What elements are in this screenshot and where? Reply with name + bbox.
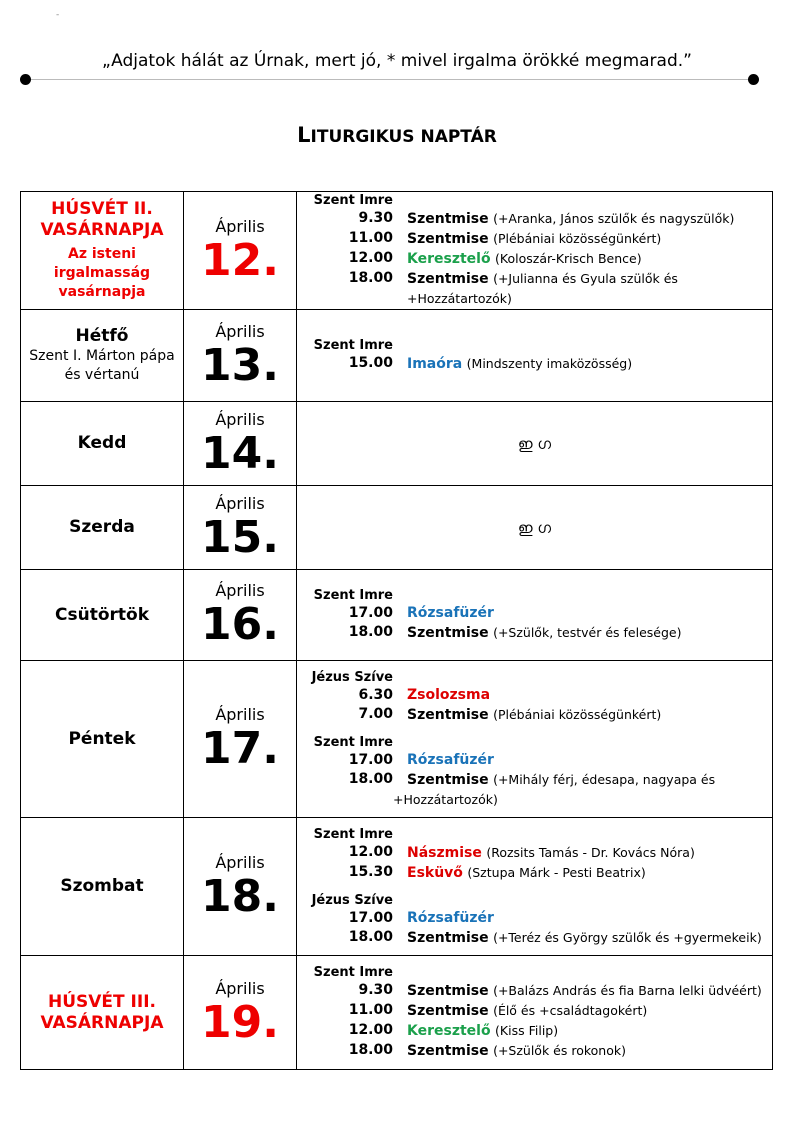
event-line-continuation: +Hozzátartozók)	[393, 792, 498, 807]
location-label: Jézus Szíve	[311, 892, 393, 908]
event-line: 11.00 Szentmise (Plébániai közösségünkért)	[348, 230, 662, 247]
day-number: 14.	[201, 427, 279, 479]
ornament-icon: ഇ ഗ	[517, 434, 552, 453]
day-number: 17.	[201, 723, 279, 774]
saint-line: és vértanú	[64, 367, 140, 383]
event-line: 18.00 Szentmise (+Szülők és rokonok)	[348, 1042, 626, 1059]
location-label: Szent Imre	[313, 588, 393, 603]
event-line: 18.00 Szentmise (+Mihály férj, édesapa, nagyapa és	[348, 771, 716, 788]
day-number: 12.	[201, 234, 279, 286]
calendar-row	[21, 486, 773, 570]
day-cell	[21, 818, 184, 956]
day-number: 15.	[201, 511, 279, 563]
corner-mark: -	[56, 10, 60, 20]
event-line: 17.00 Rózsafüzér	[348, 752, 494, 768]
event-line: 17.00 Rózsafüzér	[348, 605, 494, 621]
program-cell	[297, 486, 773, 570]
day-cell	[21, 402, 184, 486]
location-label: Szent Imre	[313, 965, 393, 980]
location-label: Szent Imre	[313, 193, 393, 208]
location-label: Szent Imre	[313, 735, 393, 750]
day-name: Szombat	[60, 876, 144, 896]
header-rule	[25, 79, 753, 80]
location-label: Szent Imre	[313, 826, 393, 842]
day-number: 13.	[201, 339, 279, 391]
day-number: 18.	[201, 870, 279, 922]
day-name: Kedd	[77, 433, 127, 453]
date-cell	[184, 661, 297, 818]
header-quote: „Adjatok hálát az Úrnak, mert jó, * mivel irgalma örökké megmarad.”	[102, 51, 692, 71]
day-name: Hétfő	[75, 326, 129, 346]
date-cell	[184, 818, 297, 956]
page-title: LITURGIKUS NAPTÁR	[297, 123, 497, 147]
event-line: 11.00 Szentmise (Élő és +családtagokért)	[348, 1002, 648, 1019]
date-cell	[184, 956, 297, 1070]
liturgical-calendar-table	[20, 191, 773, 1070]
day-cell	[21, 661, 184, 818]
event-line: 6.30 Zsolozsma	[358, 687, 491, 703]
day-cell	[21, 570, 184, 661]
month-label: Április	[215, 493, 265, 513]
month-label: Április	[215, 409, 265, 429]
day-number: 19.	[201, 996, 279, 1048]
day-name: HÚSVÉT III. VASÁRNAPJA	[40, 991, 164, 1033]
program-cell	[297, 818, 773, 956]
event-line: 12.00 Keresztelő (Kiss Filip)	[348, 1022, 559, 1039]
program-cell	[297, 402, 773, 486]
event-line: 15.00 Imaóra (Mindszenty imaközösség)	[348, 355, 633, 372]
event-line: 12.00 Keresztelő (Koloszár-Krisch Bence)	[348, 250, 642, 267]
program-cell	[297, 192, 773, 310]
program-cell	[297, 570, 773, 661]
location-label: Szent Imre	[313, 338, 393, 353]
event-line: 12.00 Nászmise (Rozsits Tamás - Dr. Kovács Nóra)	[348, 843, 695, 861]
calendar-row	[21, 818, 773, 956]
program-cell	[297, 661, 773, 818]
calendar-row	[21, 192, 773, 310]
event-line: 9.30 Szentmise (+Balázs András és fia Barna lelki üdvéért)	[358, 982, 762, 999]
date-cell	[184, 402, 297, 486]
rule-right-dot	[748, 74, 759, 85]
date-cell	[184, 486, 297, 570]
day-cell	[21, 192, 184, 310]
day-note: Az isteni irgalmasság vasárnapja	[53, 246, 151, 300]
ornament-icon: ഇ ഗ	[517, 518, 552, 537]
day-cell	[21, 310, 184, 402]
date-cell	[184, 310, 297, 402]
event-line: 17.00 Rózsafüzér	[348, 909, 494, 926]
month-label: Április	[215, 978, 265, 998]
month-label: Április	[215, 581, 265, 600]
program-cell	[297, 956, 773, 1070]
event-line: 15.30 Esküvő (Sztupa Márk - Pesti Beatrix)	[348, 863, 646, 881]
month-label: Április	[215, 705, 265, 724]
day-cell	[21, 956, 184, 1070]
event-line: 7.00 Szentmise (Plébániai közösségünkért)	[358, 706, 662, 723]
day-name: Csütörtök	[55, 604, 149, 625]
calendar-row	[21, 402, 773, 486]
month-label: Április	[215, 852, 265, 872]
day-cell	[21, 486, 184, 570]
day-name: HÚSVÉT II. VASÁRNAPJA	[40, 199, 164, 240]
calendar-row	[21, 661, 773, 818]
day-number: 16.	[201, 599, 279, 650]
calendar-row	[21, 570, 773, 661]
event-line: 18.00 Szentmise (+Julianna és Gyula szülők és +Hozzátartozók)	[348, 270, 678, 306]
event-line: 18.00 Szentmise (+Teréz és György szülők és +gyermekeik)	[348, 928, 762, 946]
event-line: 9.30 Szentmise (+Aranka, János szülők és nagyszülők)	[358, 210, 735, 227]
date-cell	[184, 192, 297, 310]
calendar-row	[21, 956, 773, 1070]
rule-left-dot	[20, 74, 31, 85]
saint-line: Szent I. Márton pápa	[29, 348, 175, 364]
program-cell	[297, 310, 773, 402]
date-cell	[184, 570, 297, 661]
month-label: Április	[215, 216, 265, 236]
location-label: Jézus Szíve	[311, 670, 393, 685]
calendar-row	[21, 310, 773, 402]
month-label: Április	[215, 321, 265, 341]
day-name: Péntek	[68, 728, 136, 749]
day-name: Szerda	[69, 517, 135, 537]
event-line: 18.00 Szentmise (+Szülők, testvér és felesége)	[348, 624, 682, 641]
